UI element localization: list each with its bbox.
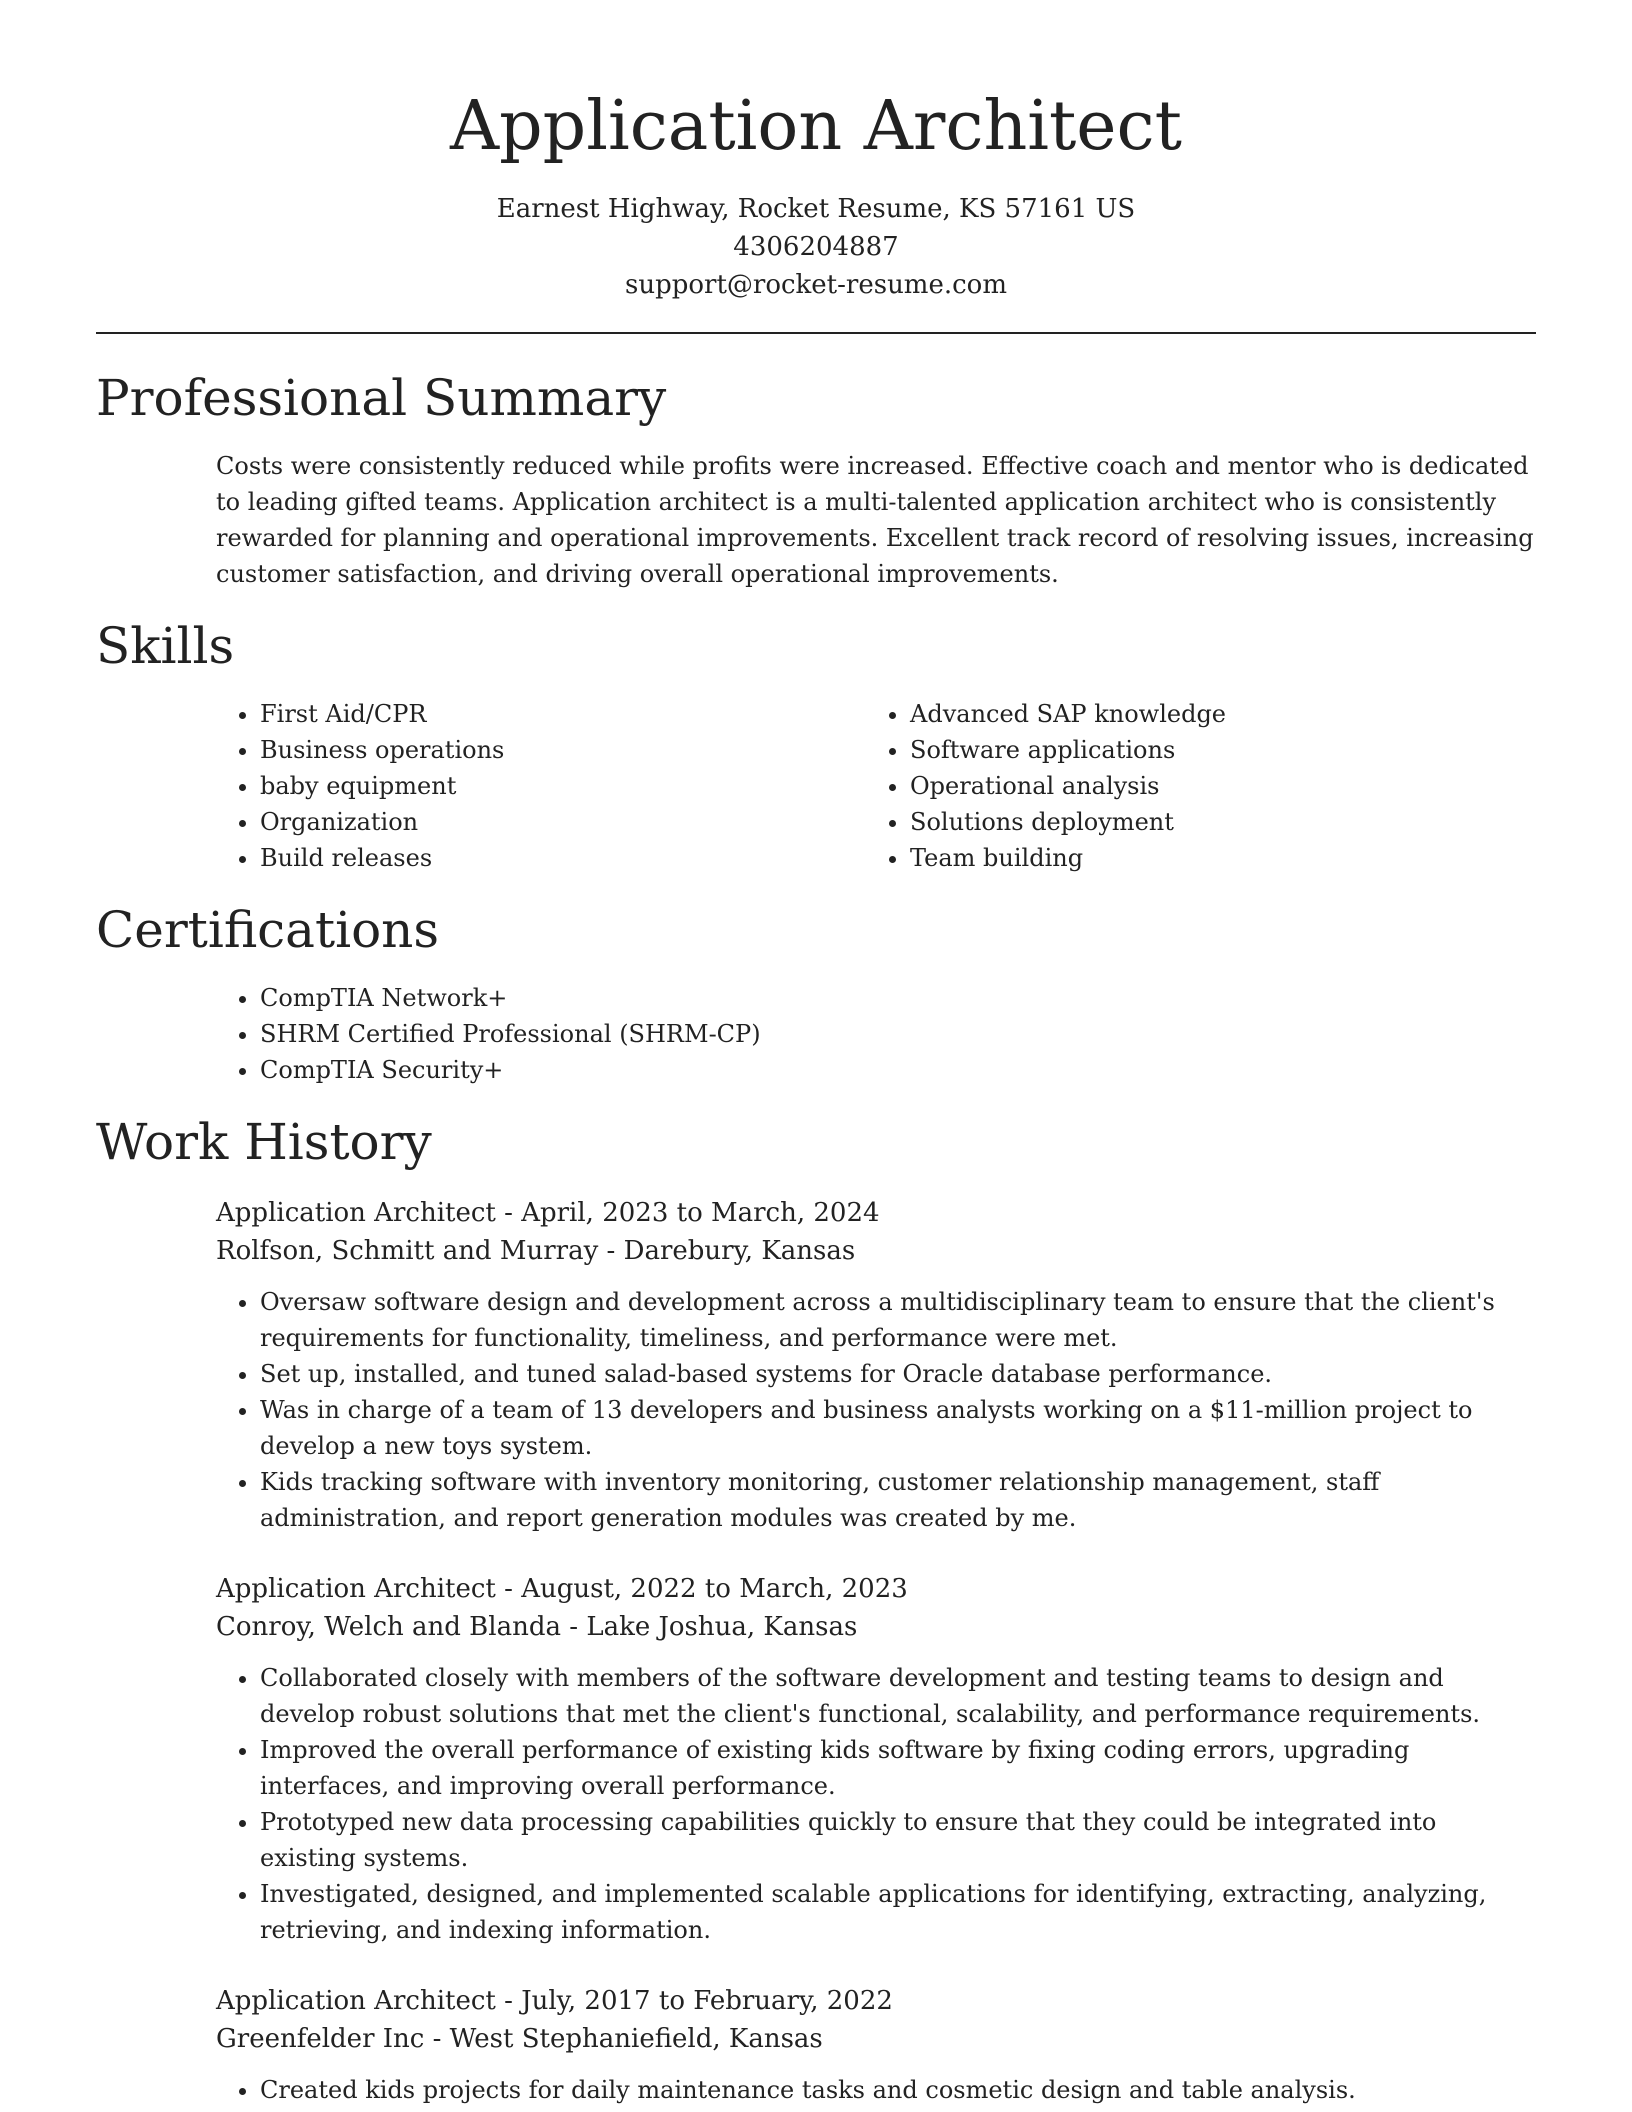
job-bullets xyxy=(96,1284,1536,1536)
section-title-work-history: Work History xyxy=(96,1113,432,1171)
job-entry xyxy=(96,1982,1536,2108)
job-company: Conroy, Welch and Blanda xyxy=(216,1612,561,1642)
job-role-line xyxy=(216,1570,1536,1608)
job-company: Rolfson, Schmitt and Murray xyxy=(216,1236,599,1266)
skill-item: • Business operations xyxy=(260,732,746,768)
job-location: Darebury, Kansas xyxy=(623,1236,856,1266)
resume-header xyxy=(96,0,1536,304)
job-entry xyxy=(96,1194,1536,1536)
job-bullet: • Improved the overall performance of existing kids software by fixing coding errors, upgrading interfaces, and improving overall performance. xyxy=(260,1732,1536,1804)
separator: - xyxy=(560,1612,587,1642)
job-location: West Stephaniefield, Kansas xyxy=(449,2024,823,2054)
job-dates: April, 2023 to March, 2024 xyxy=(521,1198,880,1228)
skill-item: • First Aid/CPR xyxy=(260,696,746,732)
job-role: Application Architect xyxy=(216,1198,496,1228)
contact-phone: 4306204887 xyxy=(733,232,899,262)
section-title-skills: Skills xyxy=(96,617,235,675)
skills-list-right xyxy=(746,696,1410,876)
summary-text: Costs were consistently reduced while profits were increased. Effective coach and mentor who is dedicated to leading gifted teams. Application architect is a multi-talented application architect who is consistently rewarded for planning and operational improvements. Excellent track record of resolving issues, increasing customer satisfaction, and driving overall operational improvements. xyxy=(216,452,1534,588)
job-company-line xyxy=(216,1232,1536,1270)
job-company: Greenfelder Inc xyxy=(216,2024,425,2054)
job-bullet: • Investigated, designed, and implemented scalable applications for identifying, extracting, analyzing, retrieving, and indexing information. xyxy=(260,1876,1536,1948)
resume-page xyxy=(96,0,1536,2108)
skill-item: • Solutions deployment xyxy=(910,804,1410,840)
skill-item: • Software applications xyxy=(910,732,1410,768)
job-bullet: • Kids tracking software with inventory monitoring, customer relationship management, staff administration, and report generation modules was created by me. xyxy=(260,1464,1536,1536)
job-bullet: • Oversaw software design and development across a multidisciplinary team to ensure that the client's requirements for functionality, timeliness, and performance were met. xyxy=(260,1284,1536,1356)
header-divider xyxy=(96,332,1536,334)
skill-item: • Advanced SAP knowledge xyxy=(910,696,1410,732)
separator: - xyxy=(424,2024,450,2054)
page-title: Application Architect xyxy=(450,87,1182,166)
job-bullets xyxy=(96,1660,1536,1948)
skills-grid xyxy=(96,696,1536,876)
certification-item: • SHRM Certified Professional (SHRM-CP) xyxy=(260,1016,1536,1052)
job-role-line xyxy=(216,1194,1536,1232)
skills-list-left xyxy=(96,696,746,876)
job-bullet: • Set up, installed, and tuned salad-based systems for Oracle database performance. xyxy=(260,1356,1536,1392)
job-role: Application Architect xyxy=(216,1574,496,1604)
certification-item: • CompTIA Network+ xyxy=(260,980,1536,1016)
job-bullet: • Was in charge of a team of 13 developers and business analysts working on a $11-million project to develop a new toys system. xyxy=(260,1392,1536,1464)
section-title-summary: Professional Summary xyxy=(96,369,667,427)
job-dates: July, 2017 to February, 2022 xyxy=(521,1986,893,2016)
skill-item: • baby equipment xyxy=(260,768,746,804)
separator: - xyxy=(495,1198,522,1228)
skill-item: • Team building xyxy=(910,840,1410,876)
job-bullet: • Created kids projects for daily maintenance tasks and cosmetic design and table analysis. xyxy=(260,2072,1536,2108)
contact-address: Earnest Highway, Rocket Resume, KS 57161 US xyxy=(496,194,1136,224)
certification-item: • CompTIA Security+ xyxy=(260,1052,1536,1088)
job-bullets xyxy=(96,2072,1536,2108)
skill-item: • Organization xyxy=(260,804,746,840)
job-role-line xyxy=(216,1982,1536,2020)
job-bullet: • Collaborated closely with members of the software development and testing teams to design and develop robust solutions that met the client's functional, scalability, and performance requirements. xyxy=(260,1660,1536,1732)
skill-item: • Build releases xyxy=(260,840,746,876)
job-bullet: • Prototyped new data processing capabilities quickly to ensure that they could be integrated into existing systems. xyxy=(260,1804,1536,1876)
section-title-certifications: Certifications xyxy=(96,901,440,959)
separator: - xyxy=(598,1236,624,1266)
job-dates: August, 2022 to March, 2023 xyxy=(521,1574,908,1604)
job-company-line xyxy=(216,1608,1536,1646)
certifications-list xyxy=(96,980,1536,1088)
separator: - xyxy=(495,1986,522,2016)
job-location: Lake Joshua, Kansas xyxy=(586,1612,858,1642)
job-role: Application Architect xyxy=(216,1986,496,2016)
job-company-line xyxy=(216,2020,1536,2058)
separator: - xyxy=(495,1574,522,1604)
job-entry xyxy=(96,1570,1536,1948)
contact-email: support@rocket-resume.com xyxy=(624,270,1007,300)
skill-item: • Operational analysis xyxy=(910,768,1410,804)
